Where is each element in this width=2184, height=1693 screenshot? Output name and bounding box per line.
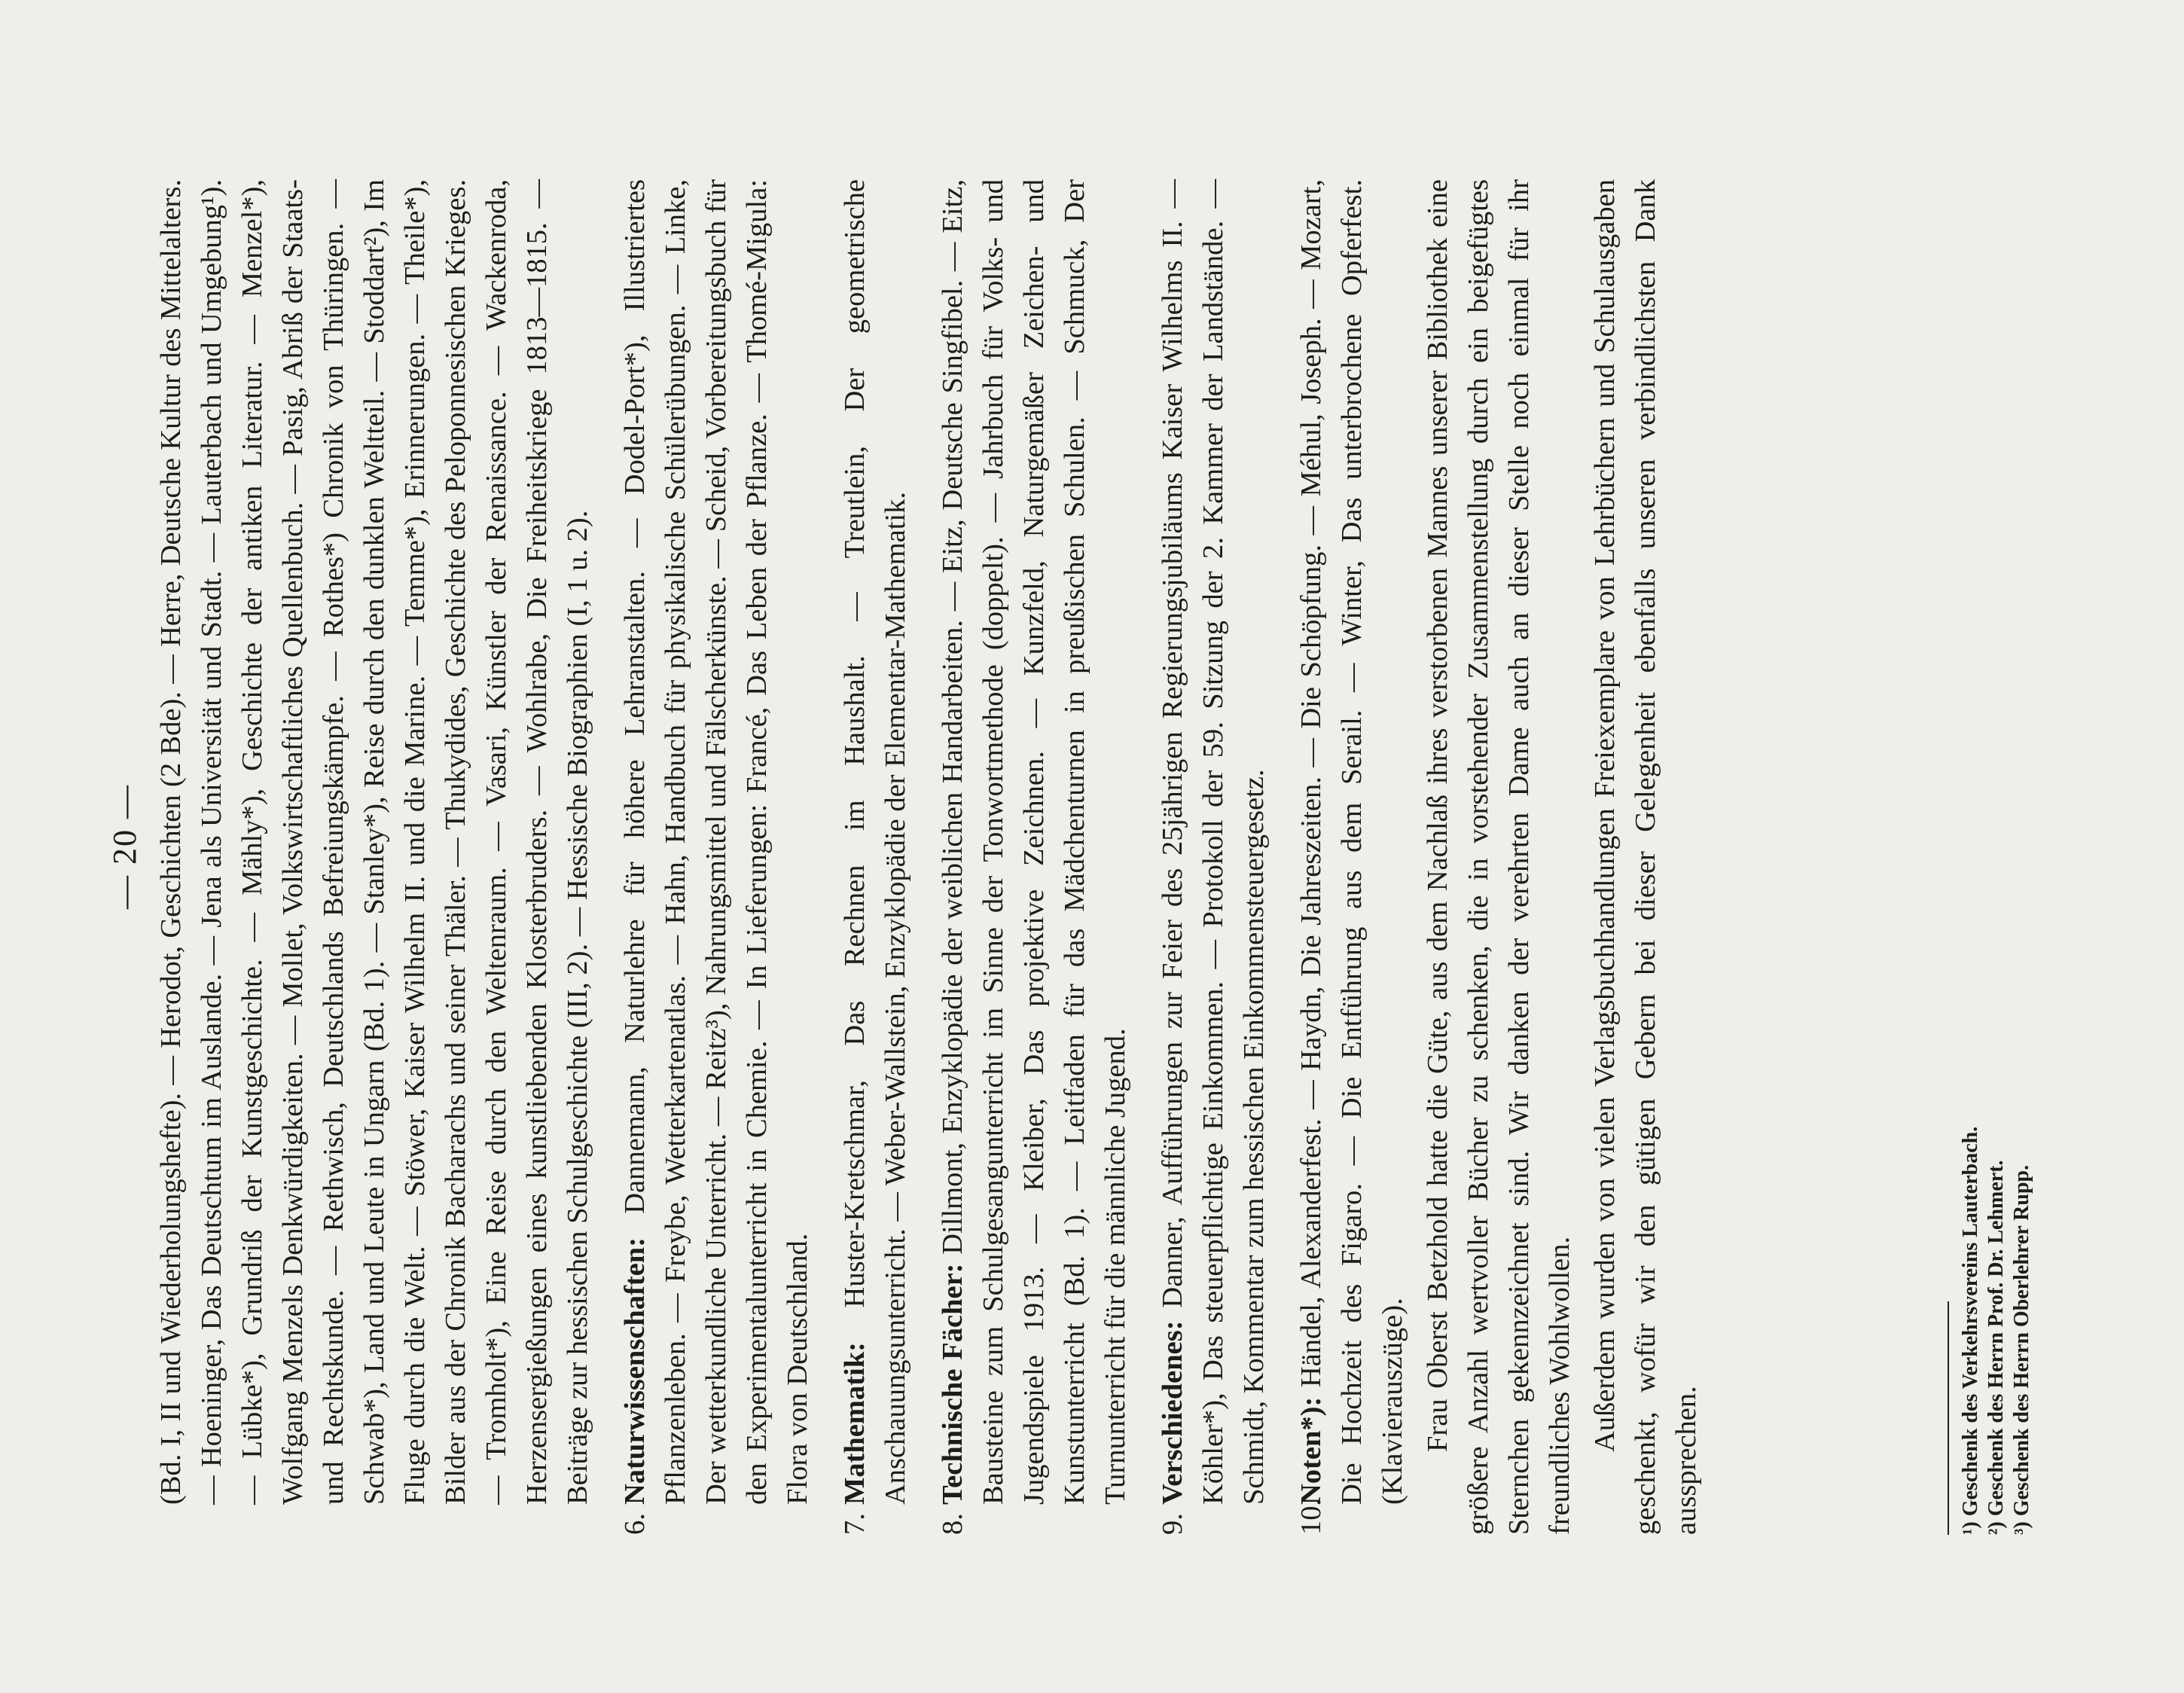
item-text xyxy=(1152,179,1274,1505)
item-body: Huster-Kretschmar, Das Rechnen im Haushalt. — Treutlein, Der geometrische Anschauungsunterricht. — Weber-Wallstein, Enzyklopädie der Elementar-Mathematik. xyxy=(839,179,911,1505)
thanks-paragraph-betzhold: Frau Oberst Betzhold hatte die Güte, aus dem Nachlaß ihres verstorbenen Mannes unserer Bibliothek eine größere Anzahl wertvoller Bücher zu schenken, die in vorstehender Zusammenstellung durch ein beigefügtes Sternchen gekennzeichnet sind. Wir danken der verehrten Dame auch an dieser Stelle noch einmal für ihr freundliches Wohlwollen. xyxy=(1422,179,1575,1535)
footnote-1: ¹) Geschenk des Verkehrsvereins Lauterbach. xyxy=(1959,1126,1982,1535)
thanks-paragraph-publishers: Außerdem wurden von vielen Verlagsbuchhandlungen Freiexemplare von Lehrbüchern und Schulausgaben geschenkt, wofür wir den gütigen Gebern bei dieser Gelegenheit ebenfalls unseren verbindlichsten Dank aussprechen. xyxy=(1589,179,1702,1535)
item-number: 7. xyxy=(839,1513,871,1535)
footnote-3: ³) Geschenk des Herrn Oberlehrer Rupp. xyxy=(2010,1164,2033,1535)
item-number: 8. xyxy=(937,1513,968,1535)
footnote-2: ²) Geschenk des Herrn Prof. Dr. Lehmert. xyxy=(1984,1160,2008,1535)
item-heading: Noten*): xyxy=(1295,1396,1327,1505)
intro-continuation-paragraph: (Bd. I, II und Wiederholungshefte). — Herodot, Geschichten (2 Bde). — Herre, Deutsche Kultur des Mittelalters. — Hoeninger, Das Deutschtum im Auslande. — Jena als Universität und Stadt. — Lauterbach und Umgebung¹). — Lübke*), Grundriß der Kunstgeschichte. — Mähly*), Geschichte der antiken Literatur. — Menzel*), Wolfgang Menzels Denkwürdigkeiten. — Mollet, Volkswirtschaftliches Quellenbuch. — Pasig, Abriß der Staats- und Rechtskunde. — Rethwisch, Deutschlands Befreiungskämpfe. — Rothes*) Chronik von Thüringen. — Schwab*), Land und Leute in Ungarn (Bd. 1). — Stanley*), Reise durch den dunklen Weltteil. — Stoddart²), Im Fluge durch die Welt. — Stöwer, Kaiser Wilhelm II. und die Marine. — Temme*), Erinnerungen. — Theile*), Bilder aus der Chronik Bacharachs und seiner Thäler. — Thukydides, Geschichte des Peloponnesischen Krieges. — Tromholt*), Eine Reise durch den Weltenraum. — Vasari, Künstler der Renaissance. — Wackenroda, Herzensergießungen eines kunstliebenden Klosterbruders. — Wohlrabe, Die Freiheitskriege 1813—1815. — Beiträge zur hessischen Schulgeschichte (III, 2). — Hessische Biographien (I, 1 u. 2). xyxy=(155,179,593,1505)
item-text xyxy=(834,179,916,1505)
item-number: 10. xyxy=(1295,1498,1327,1535)
item-text xyxy=(932,179,1136,1505)
item-body: Dillmont, Enzyklopädie der weiblichen Handarbeiten. — Eitz, Deutsche Singfibel. — Eitz, Bausteine zum Schulgesangunterricht im Sinne der Tonwortmethode (doppelt). — Jahrbuch für Volks- und Jugendspiele 1913. — Kleiber, Das projektive Zeichnen. — Kunzfeld, Naturgemäßer Zeichen- und Kunstunterricht (Bd. 1). — Leitfaden für das Mädchenturnen in preußischen Schulen. — Schmuck, Der Turnunterricht für die männliche Jugend. xyxy=(937,179,1131,1505)
item-text xyxy=(1291,179,1413,1505)
list-item-9 xyxy=(1152,179,1274,1535)
list-item-6 xyxy=(615,179,818,1535)
item-text xyxy=(615,179,818,1505)
item-body: Danner, Aufführungen zur Feier des 25jährigen Regierungsjubiläums Kaiser Wilhelms II. — Köhler*), Das steuerpflichtige Einkommen. — Protokoll der 59. Sitzung der 2. Kammer der Landstände. — Schmidt, Kommentar zum hessischen Einkommensteuergesetz. xyxy=(1157,179,1270,1505)
list-item-8 xyxy=(932,179,1136,1535)
item-body: Dannemann, Naturlehre für höhere Lehranstalten. — Dodel-Port*), Illustriertes Pflanzenleben. — Freybe, Wetterkartenatlas. — Hahn, Handbuch für physikalische Schülerübungen. — Linke, Der wetterkundliche Unterricht. — Reitz³), Nahrungsmittel und Fälscherkünste. — Scheid, Vorbereitungsbuch für den Experimentalunterricht in Chemie. — In Lieferungen: Francé, Das Leben der Pflanze. — Thomé-Migula: Flora von Deutschland. xyxy=(619,179,813,1505)
item-heading: Technische Fächer: xyxy=(937,1263,968,1505)
item-number: 9. xyxy=(1157,1513,1188,1535)
item-number: 6. xyxy=(619,1513,651,1535)
footnote-separator xyxy=(1948,1301,1949,1535)
item-heading: Verschiedenes: xyxy=(1157,1320,1188,1505)
list-item-7 xyxy=(834,179,916,1535)
item-heading: Naturwissenschaften: xyxy=(619,1237,651,1505)
list-item-10 xyxy=(1291,179,1413,1535)
page-body xyxy=(151,179,1707,1535)
item-body: Händel, Alexanderfest. — Haydn, Die Jahreszeiten. — Die Schöpfung. — Méhul, Joseph. — Mozart, Die Hochzeit des Figaro. — Die Entführung aus dem Serail. — Winter, Das unterbrochene Opferfest. (Klavierauszüge). xyxy=(1295,179,1408,1505)
footnotes xyxy=(1958,631,2035,1535)
item-heading: Mathematik: xyxy=(839,1342,871,1505)
page-number: — 20 — xyxy=(106,784,143,909)
